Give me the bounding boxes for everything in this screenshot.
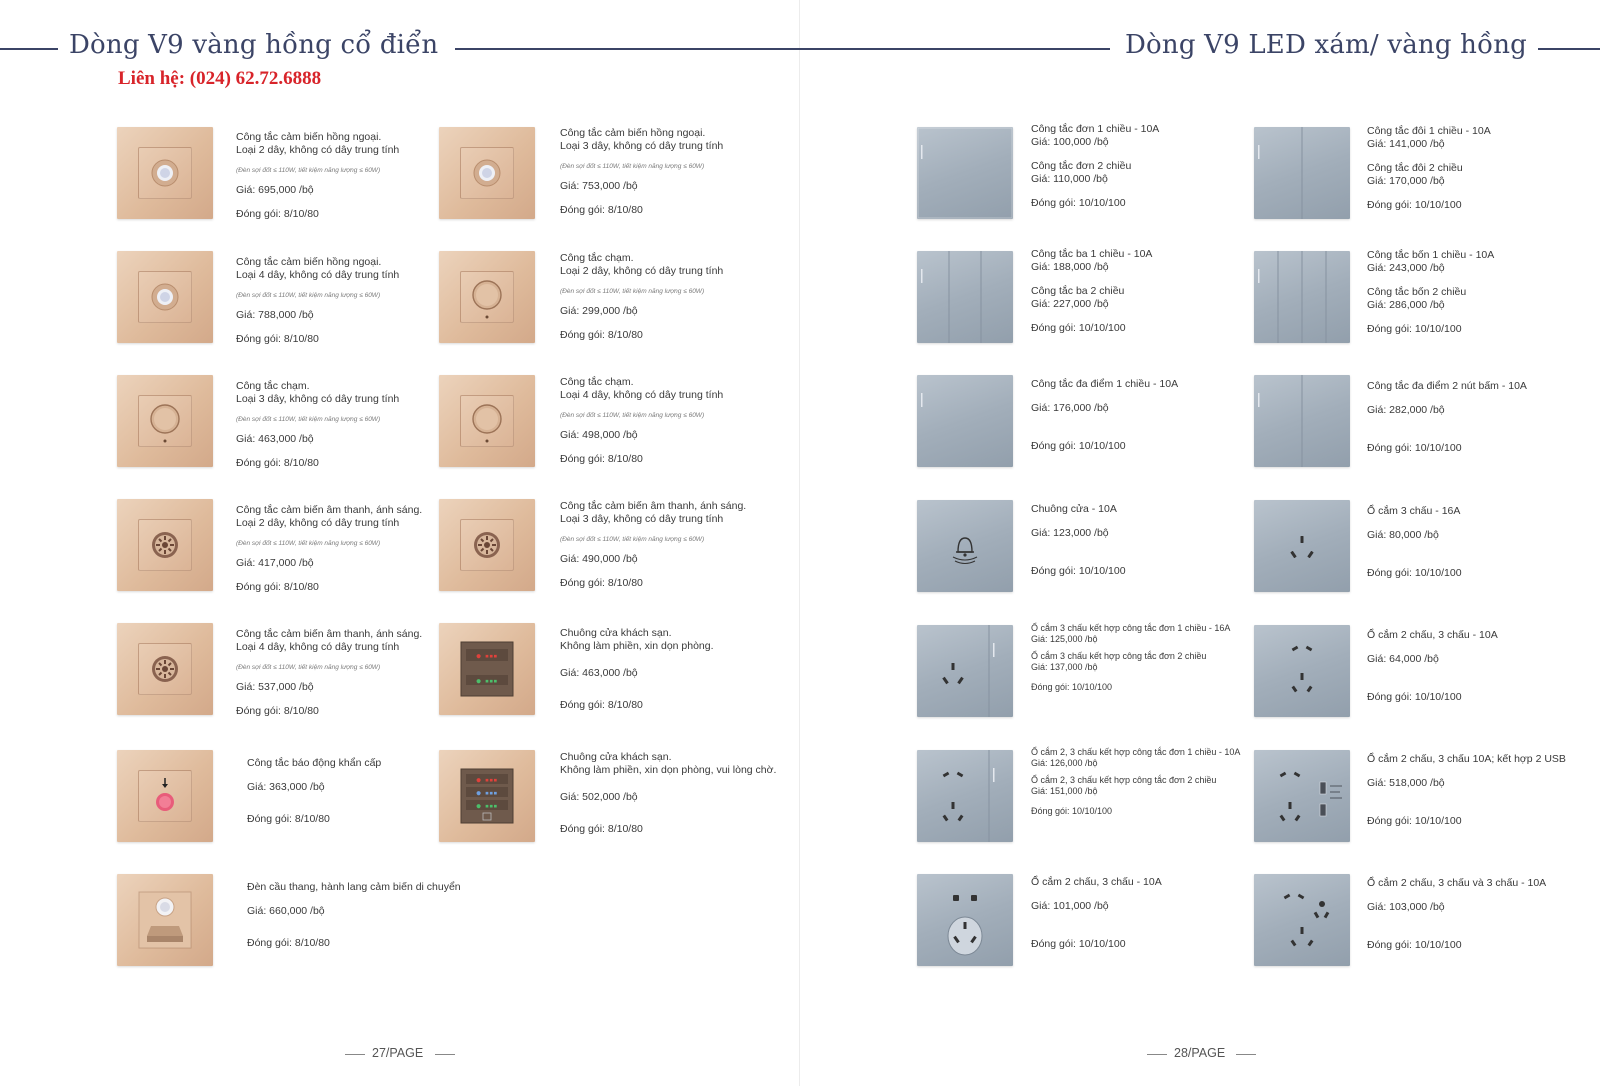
product-image-two-three-pin-socket: [1254, 625, 1350, 717]
two-three-pin-socket-icon: [1254, 625, 1350, 717]
stair-light-icon: [117, 874, 213, 966]
product-image-touch-switch: [439, 375, 535, 467]
product-image-touch-switch: [439, 251, 535, 343]
socket-switch-combo-icon: [917, 750, 1013, 842]
footer-rule: [1147, 1054, 1167, 1055]
product-image-doorbell: [917, 500, 1013, 592]
touch-button-icon: [117, 375, 213, 467]
footer-rule: [435, 1054, 455, 1055]
product-image-four-gang-switch: [1254, 251, 1350, 343]
product-image-three-pin-socket: [1254, 500, 1350, 592]
one-gang-switch-icon: [917, 375, 1013, 467]
product-image-socket-switch-combo: [917, 625, 1013, 717]
double-socket-icon: [1254, 874, 1350, 966]
one-gang-switch-icon: [917, 127, 1013, 219]
product-image-multi-point-switch: [1254, 375, 1350, 467]
svg-text:● ▪▪▪: ● ▪▪▪: [476, 776, 498, 784]
product-image-double-socket: [1254, 874, 1350, 966]
product-image-multi-point-switch: [917, 375, 1013, 467]
product-image-touch-switch: [117, 375, 213, 467]
sound-sensor-icon: [117, 499, 213, 591]
product-info: Công tắc đơn 1 chiều - 10A Giá: 100,000 /bộ Công tắc đơn 2 chiều Giá: 110,000 /bộ Đóng gói: 10/10/100: [1031, 123, 1160, 209]
page-spine: [799, 0, 800, 1086]
product-info: Công tắc đa điểm 1 chiều - 10A Giá: 176,000 /bộ Đóng gói: 10/10/100: [1031, 378, 1179, 452]
product-image-sound-sensor: [117, 623, 213, 715]
product-image-universal-socket: [917, 874, 1013, 966]
right-page-title: Dòng V9 LED xám/ vàng hồng: [1125, 30, 1528, 60]
product-info: Công tắc cảm biến âm thanh, ánh sáng. Loại 2 dây, không có dây trung tính (Đèn sợi đốt ≤ 110W, tiết kiệm năng lượng ≤ 60W) Giá: 417,000 /bộ Đóng gói: 8/10/80: [236, 504, 423, 593]
sound-sensor-icon: [439, 499, 535, 591]
touch-button-icon: [439, 251, 535, 343]
universal-socket-icon: [917, 874, 1013, 966]
product-info: Công tắc báo động khẩn cấp Giá: 363,000 /bộ Đóng gói: 8/10/80: [247, 757, 382, 825]
product-info: Công tắc cảm biến hồng ngoại. Loại 3 dây, không có dây trung tính (Đèn sợi đốt ≤ 110W, tiết kiệm năng lượng ≤ 60W) Giá: 753,000 /bộ Đóng gói: 8/10/80: [560, 127, 724, 216]
product-info: Chuông cửa - 10A Giá: 123,000 /bộ Đóng gói: 10/10/100: [1031, 503, 1126, 577]
socket-switch-combo-icon: [917, 625, 1013, 717]
product-info: Ổ cắm 2, 3 chấu kết hợp công tắc đơn 1 chiều - 10A Giá: 126,000 /bộ Ổ cắm 2, 3 chấu kết hợp công tắc đơn 2 chiều Giá: 151,000 /bộ Đóng gói: 10/10/100: [1031, 747, 1241, 816]
three-gang-switch-icon: [917, 251, 1013, 343]
infrared-sensor-icon: [117, 251, 213, 343]
product-info: Ổ cắm 3 chấu kết hợp công tắc đơn 1 chiều - 16A Giá: 125,000 /bộ Ổ cắm 3 chấu kết hợp công tắc đơn 2 chiều Giá: 137,000 /bộ Đóng gói: 10/10/100: [1031, 623, 1231, 692]
product-image-hotel-doorbell: [439, 623, 535, 715]
three-pin-socket-icon: [1254, 500, 1350, 592]
product-image-three-gang-switch: [917, 251, 1013, 343]
svg-text:● ▪▪▪: ● ▪▪▪: [476, 789, 498, 797]
product-info: Đèn cầu thang, hành lang cảm biến di chuyển Giá: 660,000 /bộ Đóng gói: 8/10/80: [247, 881, 461, 949]
product-info: Công tắc chạm. Loại 2 dây, không có dây trung tính (Đèn sợi đốt ≤ 110W, tiết kiệm năng lượng ≤ 60W) Giá: 299,000 /bộ Đóng gói: 8/10/80: [560, 252, 724, 341]
product-info: Chuông cửa khách sạn. Không làm phiền, xin dọn phòng. Giá: 463,000 /bộ Đóng gói: 8/10/80: [560, 627, 714, 711]
contact-hotline: Liên hệ: (024) 62.72.6888: [118, 68, 322, 89]
left-title-rule-left: [0, 48, 58, 50]
emergency-button-icon: [117, 750, 213, 842]
product-info: Ổ cắm 2 chấu, 3 chấu và 3 chấu - 10A Giá: 103,000 /bộ Đóng gói: 10/10/100: [1367, 877, 1547, 951]
product-info: Công tắc cảm biến hồng ngoại. Loại 4 dây, không có dây trung tính (Đèn sợi đốt ≤ 110W, tiết kiệm năng lượng ≤ 60W) Giá: 788,000 /bộ Đóng gói: 8/10/80: [236, 256, 400, 345]
doorbell-icon: [917, 500, 1013, 592]
product-info: Công tắc chạm. Loại 4 dây, không có dây trung tính (Đèn sợi đốt ≤ 110W, tiết kiệm năng lượng ≤ 60W) Giá: 498,000 /bộ Đóng gói: 8/10/80: [560, 376, 724, 465]
infrared-sensor-icon: [117, 127, 213, 219]
product-info: Công tắc đôi 1 chiều - 10A Giá: 141,000 /bộ Công tắc đôi 2 chiều Giá: 170,000 /bộ Đóng gói: 10/10/100: [1367, 125, 1491, 211]
four-gang-switch-icon: [1254, 251, 1350, 343]
touch-button-icon: [439, 375, 535, 467]
product-info: Công tắc cảm biến hồng ngoại. Loại 2 dây, không có dây trung tính (Đèn sợi đốt ≤ 110W, tiết kiệm năng lượng ≤ 60W) Giá: 695,000 /bộ Đóng gói: 8/10/80: [236, 131, 400, 220]
product-info: Công tắc bốn 1 chiều - 10A Giá: 243,000 /bộ Công tắc bốn 2 chiều Giá: 286,000 /bộ Đóng gói: 10/10/100: [1367, 249, 1495, 335]
footer-rule: [345, 1054, 365, 1055]
product-image-infrared-sensor: [117, 127, 213, 219]
product-info: Công tắc cảm biến âm thanh, ánh sáng. Loại 3 dây, không có dây trung tính (Đèn sợi đốt ≤ 110W, tiết kiệm năng lượng ≤ 60W) Giá: 490,000 /bộ Đóng gói: 8/10/80: [560, 500, 747, 589]
left-title-rule-right: [455, 48, 1110, 50]
product-info: Ổ cắm 2 chấu, 3 chấu - 10A Giá: 64,000 /bộ Đóng gói: 10/10/100: [1367, 629, 1498, 703]
usb-socket-icon: [1254, 750, 1350, 842]
product-image-one-gang-switch: [917, 127, 1013, 219]
two-gang-switch-icon: [1254, 127, 1350, 219]
page-number-right: 28/PAGE: [1174, 1046, 1226, 1060]
product-image-usb-socket: [1254, 750, 1350, 842]
product-image-hotel-doorbell: [439, 750, 535, 842]
product-image-sound-sensor: [117, 499, 213, 591]
two-gang-switch-icon: [1254, 375, 1350, 467]
product-image-infrared-sensor: [117, 251, 213, 343]
product-image-socket-switch-combo: [917, 750, 1013, 842]
product-info: Ổ cắm 2 chấu, 3 chấu - 10A Giá: 101,000 /bộ Đóng gói: 10/10/100: [1031, 876, 1162, 950]
product-image-stair-light: [117, 874, 213, 966]
product-info: Ổ cắm 3 chấu - 16A Giá: 80,000 /bộ Đóng gói: 10/10/100: [1367, 505, 1462, 579]
product-info: Công tắc ba 1 chiều - 10A Giá: 188,000 /bộ Công tắc ba 2 chiều Giá: 227,000 /bộ Đóng gói: 10/10/100: [1031, 248, 1153, 334]
svg-text:● ▪▪▪: ● ▪▪▪: [476, 802, 498, 810]
left-page-title: Dòng V9 vàng hồng cổ điển: [69, 30, 439, 60]
product-info: Ổ cắm 2 chấu, 3 chấu 10A; kết hợp 2 USB Giá: 518,000 /bộ Đóng gói: 10/10/100: [1367, 753, 1566, 827]
sound-sensor-icon: [117, 623, 213, 715]
page-number-left: 27/PAGE: [372, 1046, 424, 1060]
svg-text:● ▪▪▪: ● ▪▪▪: [476, 652, 498, 660]
product-image-sound-sensor: [439, 499, 535, 591]
svg-text:● ▪▪▪: ● ▪▪▪: [476, 677, 498, 685]
hotel-doorbell-icon: [439, 623, 535, 715]
product-info: Chuông cửa khách sạn. Không làm phiền, xin dọn phòng, vui lòng chờ. Giá: 502,000 /bộ Đóng gói: 8/10/80: [560, 751, 777, 835]
product-image-two-gang-switch: [1254, 127, 1350, 219]
footer-rule: [1236, 1054, 1256, 1055]
product-info: Công tắc chạm. Loại 3 dây, không có dây trung tính (Đèn sợi đốt ≤ 110W, tiết kiệm năng lượng ≤ 60W) Giá: 463,000 /bộ Đóng gói: 8/10/80: [236, 380, 400, 469]
product-image-infrared-sensor: [439, 127, 535, 219]
product-info: Công tắc đa điểm 2 nút bấm - 10A Giá: 282,000 /bộ Đóng gói: 10/10/100: [1367, 380, 1527, 454]
hotel-doorbell-icon: [439, 750, 535, 842]
right-title-rule-right: [1538, 48, 1600, 50]
infrared-sensor-icon: [439, 127, 535, 219]
product-info: Công tắc cảm biến âm thanh, ánh sáng. Loại 4 dây, không có dây trung tính (Đèn sợi đốt ≤ 110W, tiết kiệm năng lượng ≤ 60W) Giá: 537,000 /bộ Đóng gói: 8/10/80: [236, 628, 423, 717]
product-image-emergency-alarm: [117, 750, 213, 842]
